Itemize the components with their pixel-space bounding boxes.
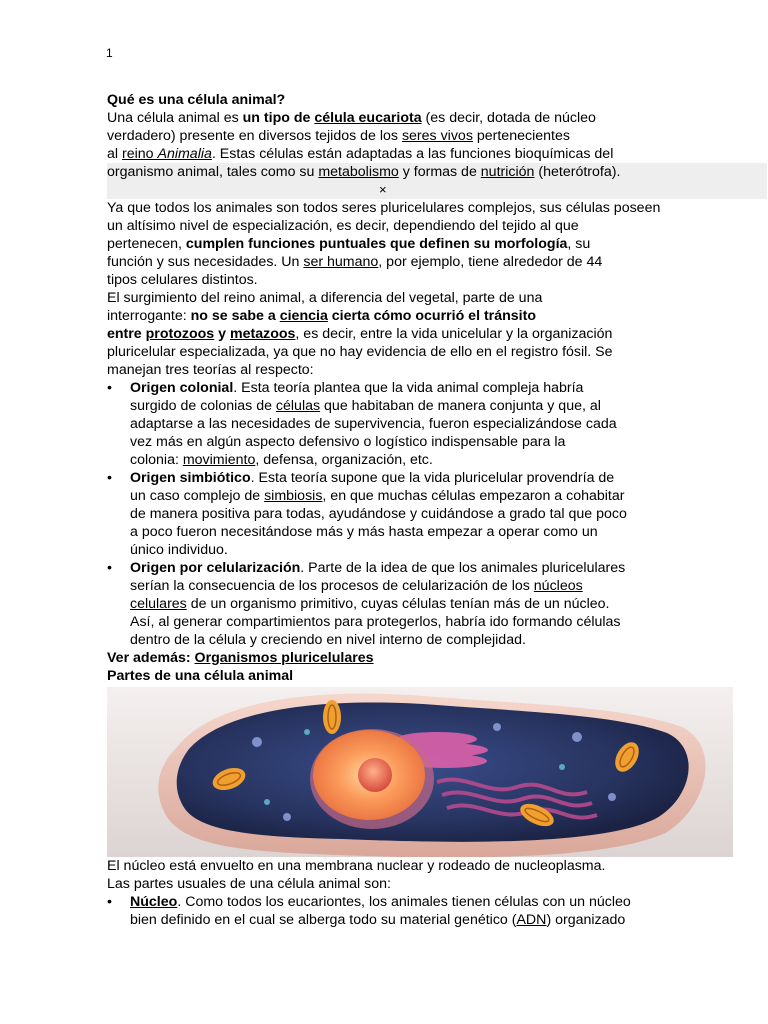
ad-close-bar	[107, 181, 767, 199]
bullet-icon: •	[107, 894, 112, 910]
link-nutricion[interactable]: nutrición	[480, 164, 535, 180]
link-ser-humano[interactable]: ser humano	[303, 254, 379, 270]
list-item: • Origen por celularización. Parte de la idea de que los animales pluricelulares	[107, 560, 626, 576]
link-movimiento[interactable]: movimiento	[182, 452, 256, 468]
paragraph-line: un altísimo nivel de especialización, es decir, dependiendo del tejido al que	[107, 218, 579, 234]
animal-cell-illustration	[107, 687, 733, 857]
paragraph-line: Ya que todos los animales son todos seres pluricelulares complejos, sus células poseen	[107, 200, 661, 216]
bullet-icon: •	[107, 380, 112, 396]
list-item: • Núcleo. Como todos los eucariontes, los animales tienen células con un núcleo	[107, 894, 631, 910]
link-adn[interactable]: ADN	[516, 912, 547, 928]
animal-cell-image	[107, 687, 733, 857]
link-protozoos[interactable]: protozoos	[145, 326, 215, 342]
paragraph-line: Las partes usuales de una célula animal son:	[107, 876, 391, 892]
link-celulas[interactable]: células	[275, 398, 321, 414]
paragraph-line: manejan tres teorías al respecto:	[107, 362, 314, 378]
paragraph-line: función y sus necesidades. Un ser humano, por ejemplo, tiene alrededor de 44	[107, 254, 603, 270]
list-item: • Origen simbiótico. Esta teoría supone que la vida pluricelular provendría de	[107, 470, 615, 486]
link-seres-vivos[interactable]: seres vivos	[401, 128, 473, 144]
link-simbiosis[interactable]: simbiosis	[264, 488, 323, 504]
bullet-icon: •	[107, 470, 112, 486]
intro-line: al reino Animalia. Estas células están adaptadas a las funciones bioquímicas del	[107, 146, 614, 162]
link-celula-eucariota[interactable]: célula eucariota	[314, 110, 422, 126]
intro-line: verdadero) presente en diversos tejidos de los seres vivos pertenecientes	[107, 128, 570, 144]
paragraph-line: entre protozoos y metazoos, es decir, entre la vida unicelular y la organización	[107, 326, 613, 342]
paragraph-line: pluricelular especializada, ya que no hay evidencia de ello en el registro fósil. Se	[107, 344, 613, 360]
document-body: Qué es una célula animal? Una célula animal es un tipo de célula eucariota (es decir, dotada de núcleo verdadero) presente en diversos tejidos de los seres vivos pertenecientes al reino Animalia. Estas células están adaptadas a las funciones bioquímicas del organismo animal, tales como su metabolismo y formas de nutrición (heterótrofa). × Ya que todos los animales son todos seres pluricelulares complejos, sus células poseen un altísimo nivel de especialización, es decir, dependiendo del tejido al que pertenecen, cumplen funciones puntuales que definen su morfología, su función y sus necesidades. Un ser humano, por ejemplo, tiene alrededor de 44 tipos celulares distintos. El surgimiento del reino animal, a diferencia del vegetal, parte de una interrogante: no se sabe a ciencia cierta cómo ocurrió el tránsito entre protozoos y metazoos, es decir, entre la vida unicelular y la organización pluricelular especializada, ya que no hay evidencia de ello en el registro fósil. Se manejan tres teorías al respecto: • Origen colonial. Esta teoría plantea que la vida animal compleja habría surgido de colonias de células que habitaban de manera conjunta y que, al adaptarse a las necesidades de supervivencia, fueron especializándose cada vez más en algún aspecto defensivo o logístico indispensable para la colonia: movimiento, defensa, organización, etc. • Origen simbiótico. Esta teoría supone que la vida pluricelular provendría de un caso complejo de simbiosis, en que muchas células empezaron a cohabitar de manera positiva para todas, ayudándose y cuidándose a grado tal que poco a poco fueron necesitándose más y más hasta empezar a operar como un único individuo. • Origen por celularización. Parte de la idea de que los animales pluricelulares serían la consecuencia de los procesos de celularización de los núcleos celulares de un organismo primitivo, cuyas células tenían más de un núcleo. Así, al generar compartimientos para protegerlos, habría ido formando células dentro de la célula y creciendo en nivel interno de complejidad. Ver además: Organismos pluricelulares Partes de una célula animal El núcleo está envuelto en una membrana nuclear y rodeado de nucleoplasma. Las partes usuales de una célula animal son: • Núcleo. Como todos los eucariontes, los animales tienen células con un núcleo bien definido en el cual se alberga todo su material genético (ADN) organizado	[107, 91, 667, 929]
figure-caption: El núcleo está envuelto en una membrana nuclear y rodeado de nucleoplasma.	[107, 858, 606, 874]
bullet-icon: •	[107, 560, 112, 576]
paragraph-line: tipos celulares distintos.	[107, 272, 258, 288]
link-nucleo[interactable]: Núcleo	[130, 894, 178, 910]
section-heading: Partes de una célula animal	[107, 668, 294, 684]
link-organismos-pluricelulares[interactable]: Organismos pluricelulares	[194, 650, 374, 666]
intro-line: organismo animal, tales como su metabolismo y formas de nutrición (heterótrofa).	[107, 163, 767, 181]
paragraph-line: El surgimiento del reino animal, a diferencia del vegetal, parte de una	[107, 290, 543, 306]
link-reino-animalia[interactable]: reino Animalia	[121, 146, 212, 162]
intro-line: Una célula animal es un tipo de célula eucariota (es decir, dotada de núcleo	[107, 110, 596, 126]
theories-list: • Origen colonial. Esta teoría plantea que la vida animal compleja habría surgido de colonias de células que habitaban de manera conjunta y que, al adaptarse a las necesidades de supervivencia, fueron especializándose cada vez más en algún aspecto defensivo o logístico indispensable para la colonia: movimiento, defensa, organización, etc. • Origen simbiótico. Esta teoría supone que la vida pluricelular provendría de un caso complejo de simbiosis, en que muchas células empezaron a cohabitar de manera positiva para todas, ayudándose y cuidándose a grado tal que poco a poco fueron necesitándose más y más hasta empezar a operar como un único individuo. • Origen por celularización. Parte de la idea de que los animales pluricelulares serían la consecuencia de los procesos de celularización de los núcleos celulares de un organismo primitivo, cuyas células tenían más de un núcleo. Así, al generar compartimientos para protegerlos, habría ido formando células dentro de la célula y creciendo en nivel interno de complejidad.	[107, 379, 667, 649]
close-icon[interactable]: ×	[379, 182, 387, 197]
paragraph-line: interrogante: no se sabe a ciencia cierta cómo ocurrió el tránsito	[107, 308, 536, 324]
list-item: • Origen colonial. Esta teoría plantea que la vida animal compleja habría	[107, 380, 584, 396]
heading: Qué es una célula animal?	[107, 92, 286, 108]
link-metazoos[interactable]: metazoos	[229, 326, 296, 342]
link-nucleos-celulares[interactable]: núcleos	[533, 578, 583, 594]
page-number: 1	[106, 46, 113, 60]
link-metabolismo[interactable]: metabolismo	[318, 164, 399, 180]
paragraph-line: pertenecen, cumplen funciones puntuales que definen su morfología, su	[107, 236, 591, 252]
link-ciencia[interactable]: ciencia	[279, 308, 328, 324]
link-nucleos-celulares[interactable]: celulares	[130, 596, 187, 612]
see-also: Ver además: Organismos pluricelulares	[107, 650, 374, 666]
